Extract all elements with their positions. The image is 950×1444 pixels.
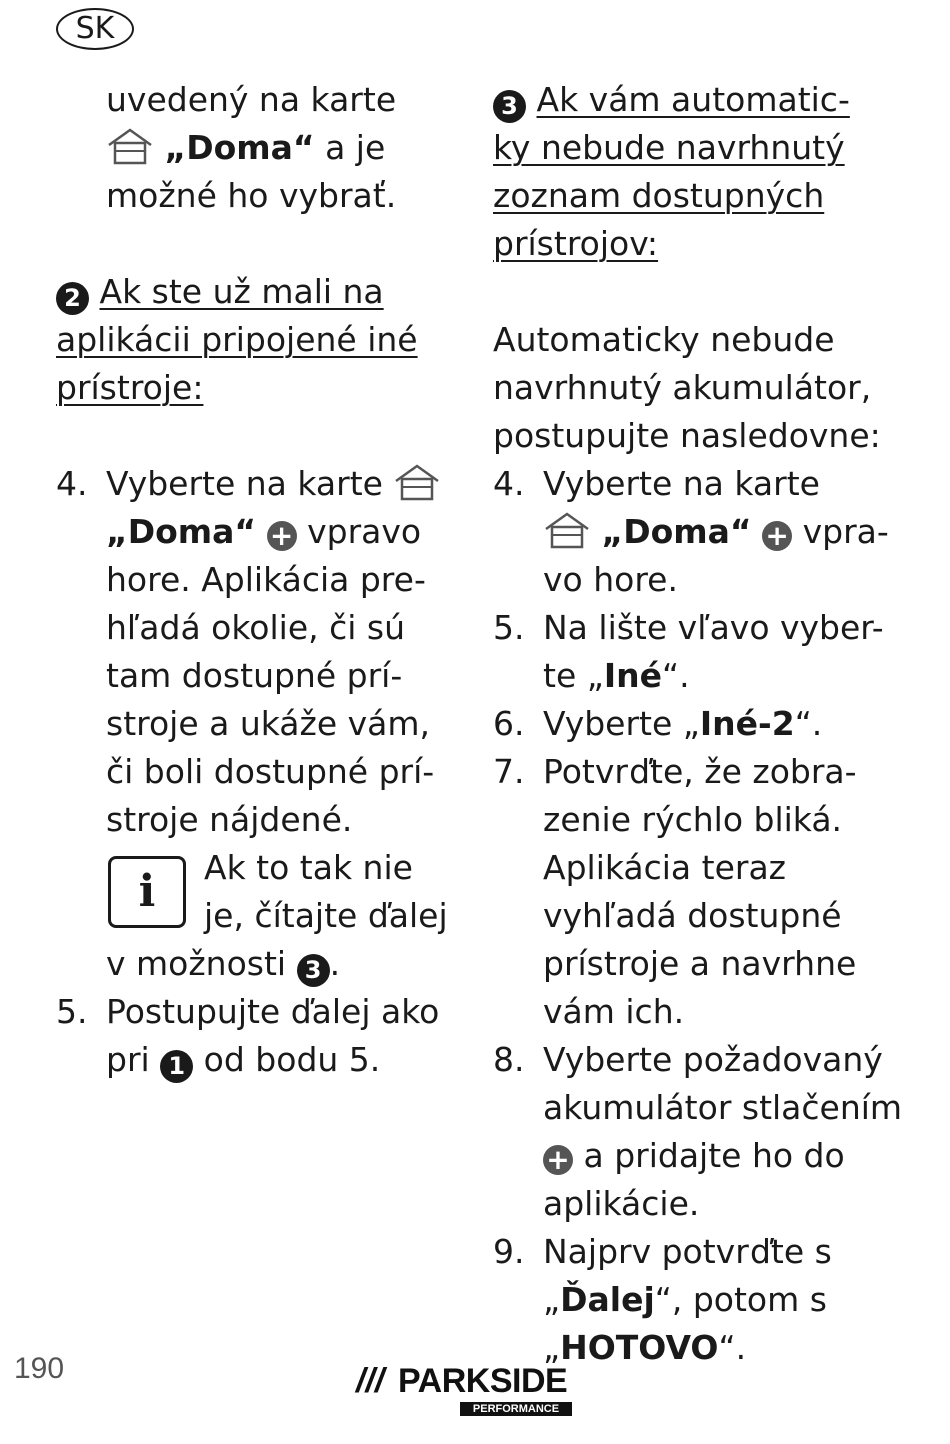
circled-number-3: 3 xyxy=(493,90,526,123)
left-step-4-line: tam dostupné prí- xyxy=(106,656,403,695)
brand-subline: PERFORMANCE xyxy=(460,1402,572,1416)
right-step-8: 8. Vyberte požadovaný xyxy=(493,1036,913,1084)
intro-line: Automaticky nebude xyxy=(493,320,835,359)
right-step-9-line-2: „Ďalej“, potom s xyxy=(543,1280,827,1319)
info-icon: i xyxy=(108,856,186,928)
brand-logo xyxy=(356,1362,572,1418)
right-step-9-line-3: „HOTOVO“. xyxy=(543,1328,747,1367)
step-number: 7. xyxy=(493,752,525,791)
home-icon xyxy=(393,463,441,514)
plus-icon: + xyxy=(762,521,792,551)
right-step-5: 5. Na lište vľavo vyber- xyxy=(493,604,913,652)
intro-line: postupujte nasledovne: xyxy=(493,416,881,455)
right-step-7: 7. Potvrďte, že zobra- xyxy=(493,748,913,796)
right-column xyxy=(493,76,913,1372)
right-step-4: 4. Vyberte na karte xyxy=(493,460,913,508)
language-badge: SK xyxy=(56,8,134,50)
right-step-8-line-3: + a pridajte ho do xyxy=(493,1132,913,1180)
section-2-heading-line-2: aplikácii pripojené iné xyxy=(56,320,418,359)
section-3-heading-line-3: zoznam dostupných xyxy=(493,176,825,215)
section-3-heading-line-4: prístrojov: xyxy=(493,224,659,263)
left-step-4-line: stroje a ukáže vám, xyxy=(106,704,431,743)
step-number: 4. xyxy=(493,464,525,503)
note-line-3: v možnosti 3 . xyxy=(56,940,466,988)
brand-name: PARKSIDE xyxy=(398,1362,568,1400)
right-step-9: 9. Najprv potvrďte s xyxy=(493,1228,913,1276)
intro-line: navrhnutý akumulátor, xyxy=(493,368,872,407)
step-number: 5. xyxy=(56,992,88,1031)
left-step-4-line-2: „Doma“ + vpravo xyxy=(106,512,422,552)
right-step-8-line-4: aplikácie. xyxy=(543,1184,700,1223)
left-step-4-line: či boli dostupné prí- xyxy=(106,752,435,791)
tab-name-home: „Doma“ xyxy=(106,512,257,551)
section-2-heading-line-1: 2 Ak ste už mali na xyxy=(56,268,466,316)
right-step-7-line: prístroje a navrhne xyxy=(543,944,857,983)
tab-name-home: „Doma“ xyxy=(164,128,315,167)
continuation-line-1: uvedený na karte xyxy=(106,80,397,119)
section-3-heading-line-1: 3 Ak vám automatic- xyxy=(493,76,913,124)
brand-slashes: /// xyxy=(356,1362,385,1400)
plus-icon: + xyxy=(543,1145,573,1175)
right-step-4-line-2: „Doma“ + vpra- xyxy=(493,508,913,556)
step-number: 9. xyxy=(493,1232,525,1271)
circled-number-1: 1 xyxy=(160,1050,193,1083)
right-step-6: 6. Vyberte „Iné-2“. xyxy=(493,700,913,748)
step-number: 6. xyxy=(493,704,525,743)
section-3-heading-line-2: ky nebude navrhnutý xyxy=(493,128,845,167)
home-icon xyxy=(543,511,591,562)
section-2-heading-line-3: prístroje: xyxy=(56,368,204,407)
plus-icon: + xyxy=(267,521,297,551)
step-number: 5. xyxy=(493,608,525,647)
note-line-1: Ak to tak nie xyxy=(204,848,413,887)
page-number: 190 xyxy=(14,1352,65,1385)
right-step-7-line: vyhľadá dostupné xyxy=(543,896,842,935)
circled-number-3: 3 xyxy=(297,954,330,987)
home-icon xyxy=(106,127,154,178)
right-step-5-line-2: te „Iné“. xyxy=(543,656,690,695)
tab-name-home: „Doma“ xyxy=(601,512,752,551)
left-step-4-line: stroje nájdené. xyxy=(106,800,353,839)
step-number: 4. xyxy=(56,464,88,503)
right-step-7-line: zenie rýchlo bliká. xyxy=(543,800,843,839)
right-step-4-line-3: vo hore. xyxy=(543,560,678,599)
continuation-line-3: možné ho vybrať. xyxy=(106,176,397,215)
note-line-2: je, čítajte ďalej xyxy=(204,896,448,935)
circled-number-2: 2 xyxy=(56,282,89,315)
left-step-5-line-2: pri 1 od bodu 5. xyxy=(56,1036,466,1084)
left-step-4: 4. Vyberte na karte xyxy=(56,460,466,508)
left-step-4-line: hľadá okolie, či sú xyxy=(106,608,406,647)
left-step-4-line: hore. Aplikácia pre- xyxy=(106,560,426,599)
right-step-7-line: Aplikácia teraz xyxy=(543,848,786,887)
step-number: 8. xyxy=(493,1040,525,1079)
right-step-7-line: vám ich. xyxy=(543,992,685,1031)
right-step-8-line-2: akumulátor stlačením xyxy=(543,1088,903,1127)
continuation-line-2: „Doma“ a je xyxy=(56,124,466,172)
left-step-5: 5. Postupujte ďalej ako xyxy=(56,988,466,1036)
left-column xyxy=(56,76,466,1084)
